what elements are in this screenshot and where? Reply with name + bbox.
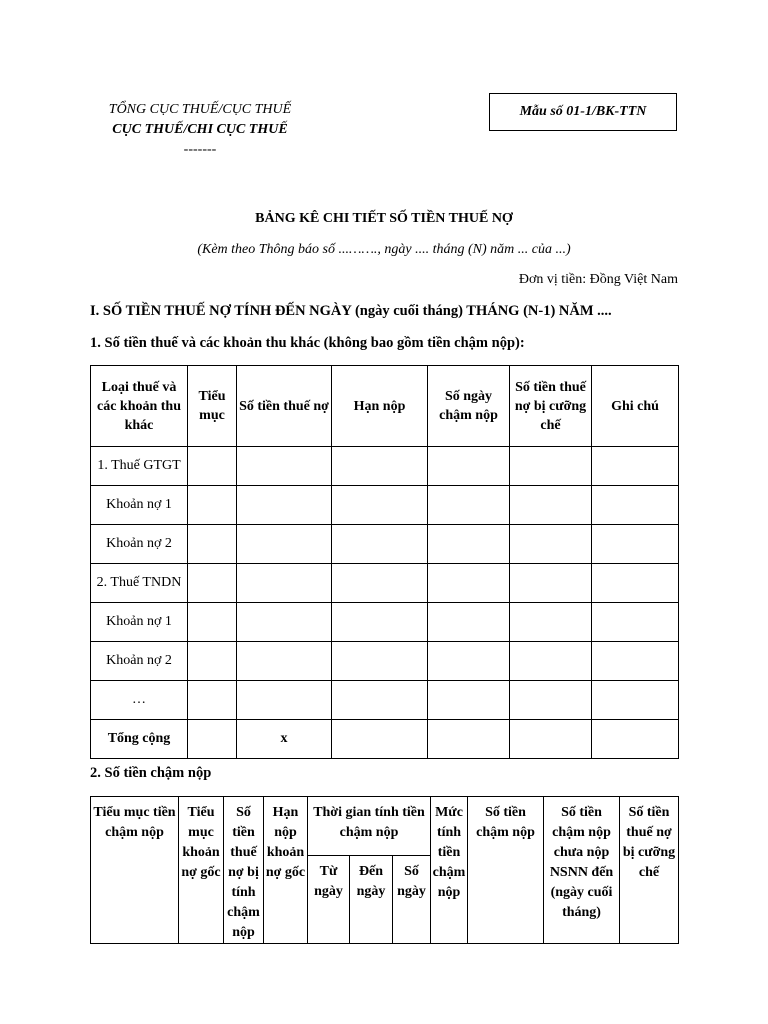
- col-header-principal-sub-item: Tiểu mục khoản nợ gốc: [179, 797, 224, 944]
- col-header-late-sub-item: Tiểu mục tiền chậm nộp: [91, 797, 179, 944]
- col-header-debt-amount: Số tiền thuế nợ: [237, 366, 332, 447]
- row-label: …: [91, 681, 188, 720]
- row-label: Khoản nợ 1: [91, 486, 188, 525]
- col-header-enforced-debt: Số tiền thuế nợ bị cưỡng chế: [620, 797, 679, 944]
- agency-line-2: CỤC THUẾ/CHI CỤC THUẾ: [112, 122, 288, 137]
- col-header-unpaid-late-amount: Số tiền chậm nộp chưa nộp NSNN đến (ngày cuối tháng): [544, 797, 620, 944]
- agency-dashes: -------: [183, 142, 217, 157]
- col-header-note: Ghi chú: [592, 366, 679, 447]
- section-2-heading: 2. Số tiền chậm nộp: [90, 765, 212, 781]
- row-label: Khoản nợ 2: [91, 642, 188, 681]
- col-header-day-count: Số ngày: [393, 856, 431, 944]
- col-header-due-date: Hạn nộp: [332, 366, 428, 447]
- col-header-sub-item: Tiểu mục: [188, 366, 237, 447]
- late-payment-table: [90, 796, 679, 944]
- row-label: 1. Thuế GTGT: [91, 447, 188, 486]
- section-1-heading: I. SỐ TIỀN THUẾ NỢ TÍNH ĐẾN NGÀY (ngày cuối tháng) THÁNG (N-1) NĂM ....: [90, 303, 612, 319]
- col-header-from-date: Từ ngày: [308, 856, 350, 944]
- total-label: Tổng cộng: [91, 720, 188, 759]
- col-header-tax-type: Loại thuế và các khoản thu khác: [91, 366, 188, 447]
- col-header-late-days: Số ngày chậm nộp: [428, 366, 510, 447]
- table-header-row: [91, 797, 679, 856]
- col-header-enforced-amount: Số tiền thuế nợ bị cưỡng chế: [510, 366, 592, 447]
- row-label: Khoản nợ 2: [91, 525, 188, 564]
- section-1-1-heading: 1. Số tiền thuế và các khoản thu khác (không bao gồm tiền chậm nộp):: [90, 335, 525, 351]
- col-header-to-date: Đến ngày: [350, 856, 393, 944]
- form-code-box: Mẫu số 01-1/BK-TTN: [489, 93, 677, 131]
- document-subtitle: (Kèm theo Thông báo số ...……., ngày .... tháng (N) năm ... của ...): [197, 242, 571, 257]
- row-label: Khoản nợ 1: [91, 603, 188, 642]
- currency-unit: Đơn vị tiền: Đồng Việt Nam: [518, 272, 678, 287]
- col-header-late-rate: Mức tính tiền chậm nộp: [431, 797, 468, 944]
- row-label: 2. Thuế TNDN: [91, 564, 188, 603]
- col-header-principal-due-date: Hạn nộp khoản nợ gốc: [264, 797, 308, 944]
- total-x-mark: x: [237, 720, 332, 759]
- col-header-late-amount: Số tiền chậm nộp: [468, 797, 544, 944]
- document-title: BẢNG KÊ CHI TIẾT SỐ TIỀN THUẾ NỢ: [255, 211, 513, 226]
- col-header-debt-subject-to-late: Số tiền thuế nợ bị tính chậm nộp: [224, 797, 264, 944]
- col-header-late-period: Thời gian tính tiền chậm nộp: [308, 797, 431, 856]
- agency-line-1: TỔNG CỤC THUẾ/CỤC THUẾ: [108, 102, 292, 117]
